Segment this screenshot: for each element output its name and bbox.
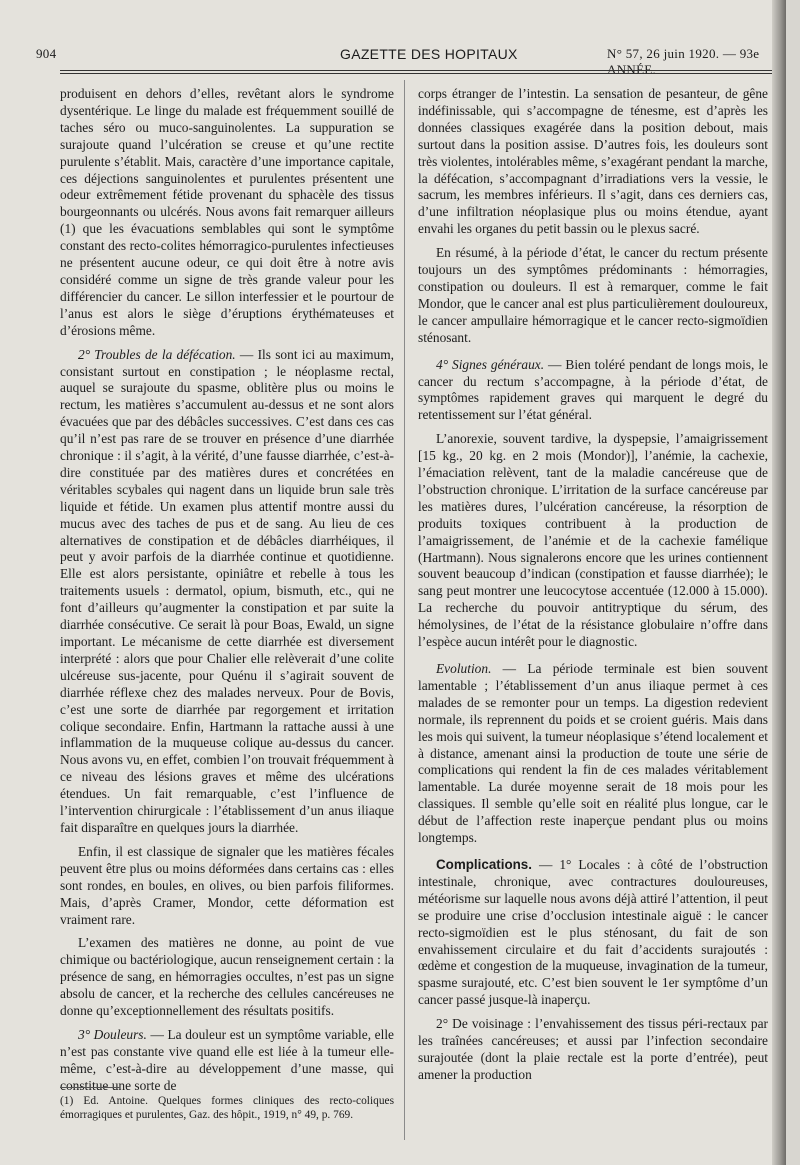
paragraph: 2° Troubles de la défécation. — Ils sont ici au maximum, consistant surtout en constipation ; le néoplasme rectal, auquel se surajoute du spasme, oblitère plus ou moins le rectum, les matières s’accumulent au-dessus et ne sont alors évacuées que par des débâcles successives. C’est dans ces cas qu’il n’est pas rare de se trouver en présence d’une diarrhée chronique : il s’agit, à la vérité, d’une fausse diarrhée, c’est-à-dire constituée par des matières dures et concrétées en véritables scybales qui nagent dans un liquide brun sale très liquide et fétide. Un examen plus attentif montre aussi du mucus avec des taches de pus et de sang. Au lieu de ces alternatives de constipation et de débâcles diarrhéiques, il peut y avoir parfois de la diarrhée continue et quotidienne. Elle est alors persistante, opiniâtre et rebelle à tous les traitements usuels : dermatol, opium, bismuth, etc., qui ne font d’ailleurs qu’augmenter la constipation et par suite la diarrhée consécutive. Ce serait là pour Boas, Ewald, un signe important. Le mécanisme de cette diarrhée est diversement interprété : alors que pour Chalier elle relèverait d’une colite ulcéreuse sus-jacente, pour Quénu il s’agirait souvent de diarrhée réflexe chez des malades nerveux. Pour de Bovis, c’est une sorte de diarrhée par regorgement et irritation colique secondaire. Enfin, Hartmann la rattache aussi à une inflammation de la muqueuse colique au-dessus du cancer. Nous avons vu, en effet, combien l’on trouvait fréquemment à ce niveau des lésions graves et même des ulcérations étendues. Un fait remarquable, c’est l’influence de l’intervention chirurgicale : l’établissement d’un anus iliaque fait disparaître en quelques jours la diarrhée. [60,346,394,835]
page-header [0,44,786,77]
left-column [60,86,394,1102]
section-heading: Complications. [436,856,532,872]
paragraph: 4° Signes généraux. — Bien toléré pendant de longs mois, le cancer du rectum s’accompagne, à la période d’état, de symptômes rapidement graves qui marquent le degré du retentissement sur l’état général. [418,356,768,423]
header-rule [60,70,772,71]
book-spine-shadow [772,0,786,1165]
footnote: (1) Ed. Antoine. Quelques formes cliniques des recto-coliques émorragiques et purulentes, Gaz. des hôpit., 1919, n° 49, p. 769. [60,1095,394,1121]
section-heading: 2° Troubles de la défécation. [78,346,236,362]
column-divider [404,80,405,1140]
paragraph: Evolution. — La période terminale est bien souvent lamentable ; l’établissement d’un anus iliaque permet à ces malades de se remonter pour un temps. La digestion redevient normale, ils reprennent du poids et se croient guéris. Mais dans les mois qui suivent, la tumeur néoplasique s’étend localement et à distance, amenant ainsi la production de toute une série de complications qui rendent la fin de ces malades véritablement lamentable. La durée moyenne serait de 18 mois pour les classiques. Il semble qu’elle soit en réalité plus longue, car le début de l’affection reste inaperçue pendant plus ou moins longtemps. [418,661,768,846]
paragraph: corps étranger de l’intestin. La sensation de pesanteur, de gêne indéfinissable, qui s’accompagne de ténesme, est d’après les données classiques exagérée dans la position debout, mais surtout dans la position assise. D’autres fois, les douleurs sont très violentes, intolérables même, s’exagérant pendant la marche, la défécation, s’accompagnant d’irradiations vers la vessie, le sacrum, les membres inférieurs. Il s’agit, dans ces derniers cas, d’une infiltration néoplasique plus ou moins étendue, ayant envahi les organes du petit bassin ou le plexus sacré. [418,86,768,237]
paragraph: 2° De voisinage : l’envahissement des tissus péri-rectaux par les traînées cancéreuses; et aussi par l’infection secondaire surajoutée (dont la plaie rectale est la porte d’entrée), peut amener la production [418,1016,768,1082]
section-heading: 4° Signes généraux. [436,356,545,372]
paragraph: En résumé, à la période d’état, le cancer du rectum présente toujours un des symptômes prédominants : hémorragies, constipation ou douleurs. Il est à remarquer, comme le fait Mondor, que le cancer anal est plus particulièrement douloureux, le cancer ampullaire hémorragique et le cancer recto-sigmoïdien sténosant. [418,245,768,345]
header-rule-double [60,73,772,74]
footnote-rule [60,1087,120,1088]
paragraph: L’anorexie, souvent tardive, la dyspepsie, l’amaigrissement [15 kg., 20 kg. en 2 mois (Mondor)], l’anémie, la cachexie, l’émaciation relèvent, tant de la maladie cancéreuse que de l’obstruction chronique. L’irritation de la surface cancéreuse par les matières dures, l’ulcération cancéreuse, la résorption de produits toxiques contribuent à la production de l’amaigrissement, de l’anémie et de la cachexie famélique (Hartmann). Nous signalerons encore que les urines contiennent souvent beaucoup d’indican (constipation et fausse diarrhée); le sang peut montrer une leucocytose accentuée (12.000 à 15.000). La recherche du pouvoir antitryptique du sérum, des hémolysines, de l’état de la résistance globulaire n’offre dans l’espèce aucun intérêt pour le diagnostic. [418,431,768,650]
paragraph: L’examen des matières ne donne, au point de vue chimique ou bactériologique, aucun renseignement certain : la présence de sang, en hémorragies occultes, n’est pas un signe absolu de cancer, et la recherche des cellules cancéreuses ne donne qu’exceptionnellement des résultats positifs. [60,935,394,1019]
paragraph: Complications. — 1° Locales : à côté de l’obstruction intestinale, chronique, avec contractures douloureuses, météorisme sur laquelle nous avons déjà attiré l’attention, il peut se produire une crise d’occlusion intestinale aiguë : le cancer recto-sigmoïdien est le plus sténosant, du fait de son envahissement circulaire et du fait d’accidents surajoutés : œdème et congestion de la muqueuse, invagination de la tumeur, spasme surajouté, etc. C’est bien souvent le 1er symptôme d’un cancer passé jusque-là inaperçu. [418,856,768,1008]
journal-title: GAZETTE DES HOPITAUX [340,46,518,62]
paragraph: 3° Douleurs. — La douleur est un symptôme variable, elle n’est pas constante vive quand elle est liée à la tumeur elle-même, c’est-à-dire au développement d’une masse, qui constitue une sorte de [60,1026,394,1093]
section-heading: 3° Douleurs. [78,1026,147,1042]
page-number: 904 [36,46,57,61]
paragraph: produisent en dehors d’elles, revêtant alors le syndrome dysentérique. Le linge du malade est fréquemment souillé de taches séro ou muco-sanguinolentes. La suppuration se surajoute quand l’ulcération se creuse et qu’une rectite purulente s’établit. Mais, caractère d’une importance capitale, ces déjections sanguinolentes et purulentes présentent une odeur extrêmement fétide provenant du sphacèle des tissus bourgeonnants ou ulcérés. Nous avons fait remarquer ailleurs (1) que les évacuations semblables qui sont le symptôme constant des recto-colites hémorragico-purulentes infectieuses ne présentent aucune odeur, ce qui doit être à notre avis considéré comme un signe de très grande valeur pour les différencier du cancer. Le sillon interfessier et le pourtour de l’anus est alors le siège d’éruptions érythémateuses et d’érosions même. [60,86,394,338]
paragraph: Enfin, il est classique de signaler que les matières fécales peuvent être plus ou moins déformées dans certains cas : elles sont rondes, en boules, en olives, ou bien parfois filiformes. Mais, d’après Cramer, Mondor, cette déformation est vraiment rare. [60,843,394,927]
right-column [418,86,768,1091]
issue-info: N° 57, 26 juin 1920. — 93e ANNÉE. [607,46,760,77]
section-heading: Evolution. [436,661,492,676]
